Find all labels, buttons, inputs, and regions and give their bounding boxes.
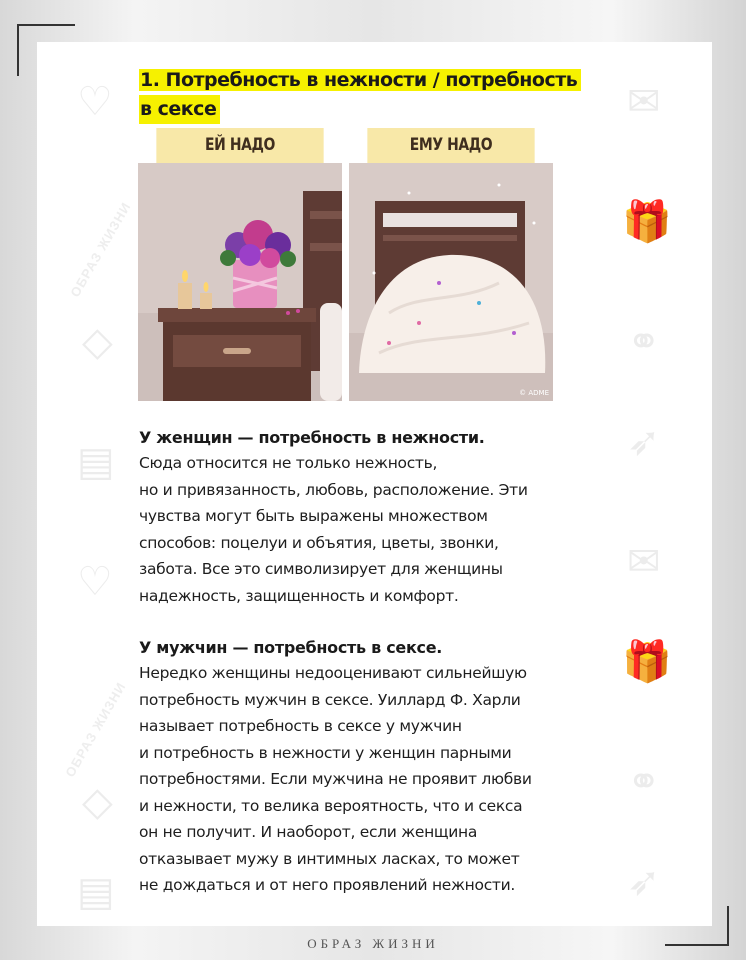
comparison-illustration: [138, 128, 553, 401]
cake-icon: ▤: [77, 440, 115, 484]
section1-title: У женщин — потребность в нежности.: [139, 428, 485, 447]
text-line: и нежности, то велика вероятность, что и секса: [139, 796, 523, 815]
illustration-panel-him: [349, 128, 553, 401]
text-line: и потребность в нежности у женщин парными: [139, 743, 512, 762]
section1-paragraph: [139, 450, 609, 609]
gift-icon: 🎁: [622, 200, 672, 244]
heading-line-1: 1. Потребность в нежности / потребность: [139, 69, 581, 91]
diamond-icon: ◇: [82, 780, 113, 824]
text-line: называет потребность в сексе у мужчин: [139, 717, 462, 735]
cake-icon: ▤: [77, 870, 115, 914]
heading-line-2: в сексе: [139, 95, 220, 124]
heart-letter-icon: ✉: [627, 540, 661, 584]
panel-label-him: ЕМУ НАДО: [367, 128, 534, 163]
text-line: потребность мужчин в сексе. Уиллард Ф. Харли: [139, 690, 521, 709]
rings-icon: ⚭: [627, 320, 661, 364]
content-card: [37, 42, 712, 926]
bow-arrow-icon: ➶: [627, 860, 661, 904]
hand-heart-icon: ♡: [77, 80, 113, 124]
text-line: Нередко женщины недооценивают сильнейшую: [139, 664, 527, 682]
illustration-panel-her: [138, 128, 342, 401]
diamond-icon: ◇: [82, 320, 113, 364]
hand-heart-icon: ♡: [77, 560, 113, 604]
rings-icon: ⚭: [627, 760, 661, 804]
text-line: Сюда относится не только нежность,: [139, 454, 438, 472]
text-line: он не получит. И наоборот, если женщина: [139, 823, 478, 841]
text-line: потребностями. Если мужчина не проявит любви: [139, 770, 532, 788]
bow-arrow-icon: ➶: [627, 420, 661, 464]
panel-label-her: ЕЙ НАДО: [156, 128, 323, 163]
heart-letter-icon: ✉: [627, 80, 661, 124]
illustration-credit: © ADME: [519, 389, 549, 397]
text-line: способов: поцелуи и объятия, цветы, звонки,: [139, 533, 499, 552]
text-line: но и привязанность, любовь, расположение. Эти: [139, 480, 528, 499]
watermark-text: ОБРАЗ ЖИЗНИ: [62, 679, 129, 780]
bedroom-flowers-scene: [138, 163, 342, 401]
text-line: отказывает мужу в интимных ласках, то может: [139, 849, 520, 868]
section2-title: У мужчин — потребность в сексе.: [139, 638, 443, 657]
text-line: не дождаться и от него проявлений нежности.: [139, 876, 516, 894]
section2-paragraph: [139, 660, 609, 899]
gift-icon: 🎁: [622, 640, 672, 684]
text-line: чувства могут быть выражены множеством: [139, 507, 488, 525]
watermark-text: ОБРАЗ ЖИЗНИ: [67, 199, 134, 300]
text-line: надежность, защищенность и комфорт.: [139, 586, 459, 605]
section-heading: [139, 66, 581, 124]
footer-brand: ОБРАЗ ЖИЗНИ: [307, 936, 439, 951]
bedroom-blanket-scene: [349, 163, 553, 401]
text-line: забота. Все это символизирует для женщины: [139, 560, 503, 578]
